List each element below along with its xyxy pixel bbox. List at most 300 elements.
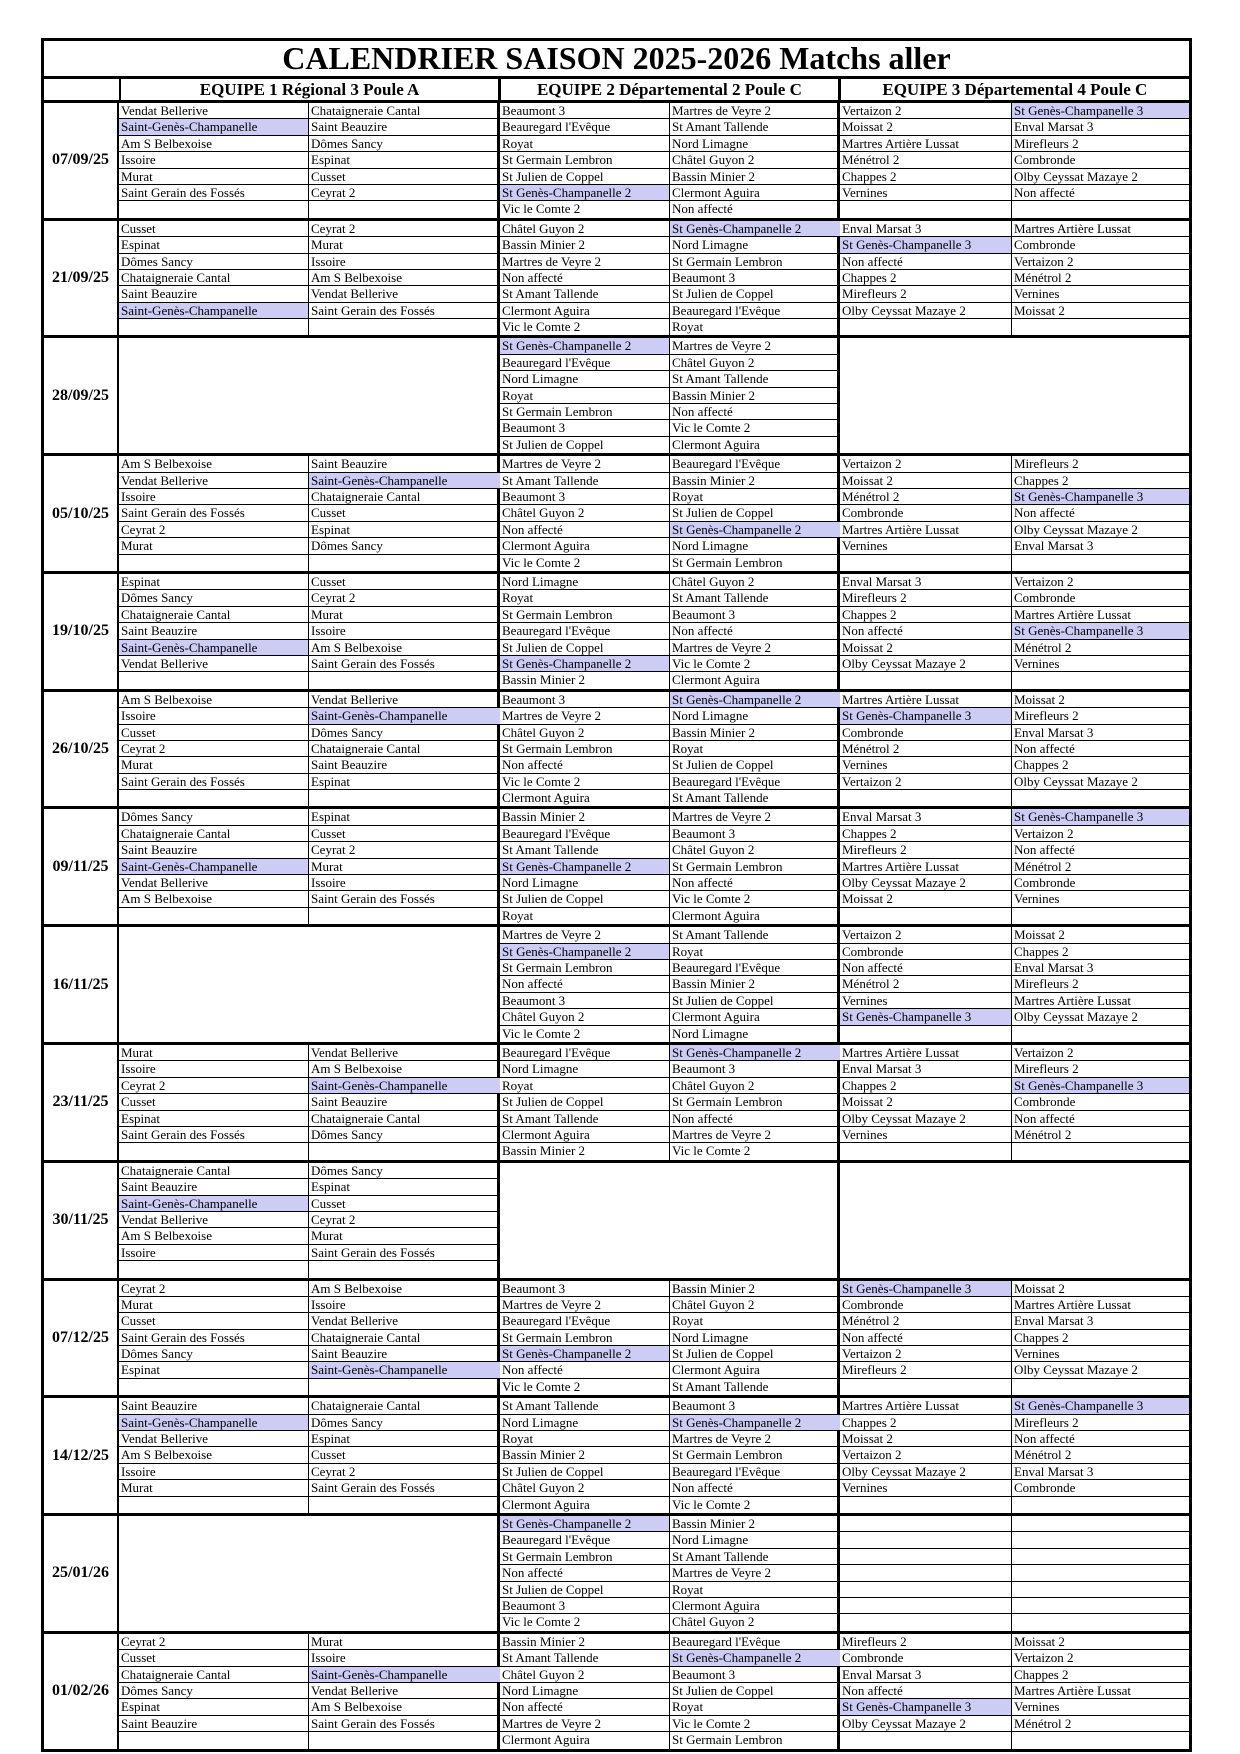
- away-team: Non affecté: [1012, 185, 1189, 201]
- home-team: Non affecté: [500, 1362, 670, 1378]
- away-team: Bassin Minier 2: [670, 1281, 840, 1297]
- home-team: St Julien de Coppel: [500, 437, 670, 453]
- home-team: Martres Artière Lussat: [840, 859, 1012, 875]
- away-team: Am S Belbexoise: [309, 640, 500, 656]
- away-team: Chataigneraie Cantal: [309, 103, 500, 119]
- away-team: Olby Ceyssat Mazaye 2: [1012, 169, 1189, 185]
- away-team: [1012, 1026, 1189, 1042]
- home-team: Beauregard l'Evêque: [500, 1045, 670, 1061]
- team-t3-fixtures: [840, 1398, 1189, 1513]
- home-team: St Julien de Coppel: [500, 640, 670, 656]
- home-team: Ménétrol 2: [840, 489, 1012, 505]
- team3-header: EQUIPE 3 Départemental 4 Poule C: [882, 79, 1148, 99]
- away-team: Châtel Guyon 2: [672, 1614, 755, 1630]
- home-team: St Amant Tallende: [500, 1398, 670, 1414]
- away-team: Espinat: [309, 152, 500, 168]
- away-team: St Genès-Champanelle 3: [1012, 489, 1189, 505]
- round-date: 05/10/25: [44, 456, 119, 571]
- home-team: Ceyrat 2: [119, 522, 309, 538]
- away-team: Vertaizon 2: [1012, 1045, 1189, 1061]
- round-date: 26/10/25: [44, 692, 119, 807]
- away-team: Saint-Genès-Champanelle: [309, 708, 500, 724]
- away-team: [1012, 1516, 1189, 1532]
- away-team: Vendat Bellerive: [309, 286, 500, 302]
- home-team: Royat: [500, 136, 670, 152]
- away-team: Chataigneraie Cantal: [309, 1398, 500, 1414]
- home-team: St Julien de Coppel: [500, 1094, 670, 1110]
- home-team: Enval Marsat 3: [840, 1667, 1012, 1683]
- away-team: Clermont Aguira: [672, 436, 760, 452]
- home-team: Non affecté: [500, 1699, 670, 1715]
- away-team: Vendat Bellerive: [309, 1683, 500, 1699]
- team-t1-fixtures: [119, 692, 500, 807]
- away-team: Espinat: [309, 774, 500, 790]
- home-team: Chappes 2: [840, 1415, 1012, 1431]
- home-team: [840, 790, 1012, 806]
- away-team: Chataigneraie Cantal: [309, 1111, 500, 1127]
- home-team: Châtel Guyon 2: [500, 505, 670, 521]
- away-team: [1012, 1565, 1189, 1581]
- home-team: Bassin Minier 2: [500, 672, 670, 688]
- home-team: Martres Artière Lussat: [840, 136, 1012, 152]
- home-team: Mirefleurs 2: [840, 286, 1012, 302]
- away-team: Murat: [309, 607, 500, 623]
- home-team: Ménétrol 2: [840, 1313, 1012, 1329]
- home-team: [840, 201, 1012, 217]
- home-team: Beaumont 3: [500, 103, 670, 119]
- away-team: Ceyrat 2: [309, 185, 500, 201]
- team-t2-fixtures: [500, 1516, 840, 1631]
- away-team: Saint Beauzire: [309, 119, 500, 135]
- team-t2-fixtures: [500, 456, 840, 571]
- home-team: Clermont Aguira: [500, 1732, 670, 1748]
- home-team: St Julien de Coppel: [500, 169, 670, 185]
- away-team: Châtel Guyon 2: [670, 1078, 840, 1094]
- home-team: Beaumont 3: [500, 692, 670, 708]
- home-team: Non affecté: [500, 976, 670, 992]
- round-block: [44, 221, 1189, 339]
- away-team: Olby Ceyssat Mazaye 2: [1012, 774, 1189, 790]
- away-team: Saint-Genès-Champanelle: [309, 1667, 500, 1683]
- team-t2-fixtures: [500, 574, 840, 689]
- round-block: [44, 338, 1189, 456]
- team-t3-fixtures: [840, 1163, 1189, 1278]
- away-team: Martres de Veyre 2: [670, 809, 840, 825]
- away-team: Vernines: [1012, 286, 1189, 302]
- away-team: Mirefleurs 2: [1012, 1415, 1189, 1431]
- team-t3-fixtures: [840, 456, 1189, 571]
- away-team: Saint-Genès-Champanelle: [309, 473, 500, 489]
- home-team: Dômes Sancy: [119, 809, 309, 825]
- home-team: Chappes 2: [840, 607, 1012, 623]
- away-team: Non affecté: [670, 623, 840, 639]
- away-team: Ménétrol 2: [1012, 859, 1189, 875]
- away-team: Am S Belbexoise: [309, 1699, 500, 1715]
- home-team: Mirefleurs 2: [840, 1634, 1012, 1650]
- home-team: Clermont Aguira: [500, 303, 670, 319]
- home-team: St Amant Tallende: [500, 1650, 670, 1666]
- team-t1-fixtures: [119, 1045, 500, 1160]
- away-team: Clermont Aguira: [670, 1362, 840, 1378]
- away-team: Ménétrol 2: [1012, 1716, 1189, 1732]
- home-team: St Germain Lembron: [500, 404, 670, 420]
- home-team: Combronde: [840, 1650, 1012, 1666]
- home-team: Am S Belbexoise: [119, 1447, 309, 1463]
- away-team: Beauregard l'Evêque: [670, 774, 840, 790]
- away-team: Moissat 2: [1012, 1634, 1189, 1650]
- away-team: Nord Limagne: [670, 136, 840, 152]
- away-team: Beaumont 3: [670, 1667, 840, 1683]
- away-team: Royat: [670, 489, 840, 505]
- away-team: St Germain Lembron: [672, 554, 783, 570]
- away-team: Martres de Veyre 2: [670, 103, 840, 119]
- home-team: Châtel Guyon 2: [500, 725, 670, 741]
- home-team: Vernines: [840, 1127, 1012, 1143]
- home-team: Beauregard l'Evêque: [500, 826, 670, 842]
- home-team: Issoire: [119, 1245, 309, 1261]
- away-team: Issoire: [309, 623, 500, 639]
- away-team: Espinat: [309, 1179, 500, 1195]
- away-team: Vendat Bellerive: [309, 1045, 500, 1061]
- home-team: Royat: [500, 908, 670, 924]
- away-team: [309, 555, 500, 571]
- away-team: St Germain Lembron: [670, 1094, 840, 1110]
- away-team: St Genès-Champanelle 2: [670, 522, 840, 538]
- home-team: St Genès-Champanelle 2: [500, 1516, 670, 1532]
- away-team: Châtel Guyon 2: [670, 1297, 840, 1313]
- home-team: Vendat Bellerive: [119, 1431, 309, 1447]
- away-team: Dômes Sancy: [309, 136, 500, 152]
- away-team: St Germain Lembron: [670, 1447, 840, 1463]
- home-team: Cusset: [119, 1650, 309, 1666]
- home-team: Mirefleurs 2: [840, 842, 1012, 858]
- home-team: Combronde: [840, 505, 1012, 521]
- away-team: Bassin Minier 2: [670, 725, 840, 741]
- away-team: St Genès-Champanelle 2: [670, 1045, 840, 1061]
- away-team: Royat: [672, 319, 704, 335]
- away-team: St Julien de Coppel: [670, 505, 840, 521]
- team-t1-fixtures: [119, 221, 500, 336]
- home-team: Moissat 2: [840, 119, 1012, 135]
- home-team: Vic le Comte 2: [500, 555, 670, 571]
- away-team: Beauregard l'Evêque: [670, 1634, 840, 1650]
- home-team: Am S Belbexoise: [119, 136, 309, 152]
- away-team: Non affecté: [670, 404, 840, 420]
- home-team: Vic le Comte 2: [500, 201, 670, 217]
- home-team: Bassin Minier 2: [500, 1447, 670, 1463]
- away-team: Chataigneraie Cantal: [309, 1330, 500, 1346]
- away-team: Saint Gerain des Fossés: [309, 1716, 500, 1732]
- away-team: Combronde: [1012, 1480, 1189, 1496]
- team-t3-fixtures: [840, 338, 1189, 453]
- home-team: Olby Ceyssat Mazaye 2: [840, 1716, 1012, 1732]
- home-team: Chataigneraie Cantal: [119, 826, 309, 842]
- home-team: Martres de Veyre 2: [500, 708, 670, 724]
- away-team: Chappes 2: [1012, 1330, 1189, 1346]
- away-team: Vernines: [1012, 1699, 1189, 1715]
- home-team: Martres de Veyre 2: [500, 456, 670, 472]
- home-team: Saint Gerain des Fossés: [119, 774, 309, 790]
- round-date: 25/01/26: [44, 1516, 119, 1631]
- home-team: Non affecté: [840, 254, 1012, 270]
- away-team: [1012, 1532, 1189, 1548]
- away-team: St Julien de Coppel: [670, 286, 840, 302]
- home-team: St Genès-Champanelle 2: [500, 185, 670, 201]
- home-team: Cusset: [119, 1094, 309, 1110]
- away-team: Mirefleurs 2: [1012, 1061, 1189, 1077]
- away-team: St Amant Tallende: [672, 1378, 769, 1394]
- away-team: Vernines: [1012, 891, 1189, 907]
- home-team: Chappes 2: [840, 270, 1012, 286]
- away-team: Vernines: [1012, 656, 1189, 672]
- home-team: Royat: [500, 1431, 670, 1447]
- away-team: Martres Artière Lussat: [1012, 1683, 1189, 1699]
- team-t1-fixtures: [119, 103, 500, 218]
- away-team: Ceyrat 2: [309, 842, 500, 858]
- home-team: [119, 908, 309, 924]
- away-team: Nord Limagne: [670, 1532, 840, 1548]
- away-team: Beauregard l'Evêque: [670, 960, 840, 976]
- home-team: St Genès-Champanelle 3: [840, 1281, 1012, 1297]
- away-team: [309, 1261, 500, 1277]
- home-team: Saint Beauzire: [119, 623, 309, 639]
- home-team: Olby Ceyssat Mazaye 2: [840, 1111, 1012, 1127]
- away-team: [1012, 1732, 1189, 1748]
- home-team: St Germain Lembron: [500, 152, 670, 168]
- away-team: Non affecté: [1012, 1431, 1189, 1447]
- home-team: Châtel Guyon 2: [500, 221, 670, 237]
- team-t1-fixtures: [119, 927, 500, 1042]
- home-team: St Genès-Champanelle 3: [840, 1009, 1012, 1025]
- away-team: Bassin Minier 2: [670, 169, 840, 185]
- team-t1-fixtures: [119, 1281, 500, 1396]
- home-team: Mirefleurs 2: [840, 590, 1012, 606]
- away-team: Vertaizon 2: [1012, 1650, 1189, 1666]
- round-date: 28/09/25: [44, 338, 119, 453]
- home-team: St Germain Lembron: [500, 960, 670, 976]
- home-team: Vic le Comte 2: [500, 1379, 670, 1395]
- away-team: Am S Belbexoise: [309, 1281, 500, 1297]
- home-team: Am S Belbexoise: [119, 891, 309, 907]
- team-t1-fixtures: [119, 1634, 500, 1749]
- home-team: Murat: [119, 169, 309, 185]
- home-team: Murat: [119, 1297, 309, 1313]
- away-team: Combronde: [1012, 152, 1189, 168]
- away-team: Issoire: [309, 254, 500, 270]
- home-team: Issoire: [119, 489, 309, 505]
- home-team: Martres de Veyre 2: [500, 1297, 670, 1313]
- home-team: Issoire: [119, 1061, 309, 1077]
- away-team: Nord Limagne: [670, 708, 840, 724]
- home-team: Royat: [500, 388, 670, 404]
- home-team: [119, 790, 309, 806]
- header-row: [44, 79, 1189, 103]
- home-team: St Genès-Champanelle 3: [840, 708, 1012, 724]
- home-team: Am S Belbexoise: [119, 456, 309, 472]
- home-team: St Germain Lembron: [500, 1549, 670, 1565]
- away-team: Beauregard l'Evêque: [670, 456, 840, 472]
- home-team: Dômes Sancy: [119, 1683, 309, 1699]
- round-date: 07/09/25: [44, 103, 119, 218]
- home-team: Chataigneraie Cantal: [119, 1667, 309, 1683]
- away-team: Enval Marsat 3: [1012, 1313, 1189, 1329]
- home-team: Olby Ceyssat Mazaye 2: [840, 303, 1012, 319]
- home-team: St Julien de Coppel: [500, 891, 670, 907]
- away-team: [1012, 790, 1189, 806]
- team-t2-fixtures: [500, 1398, 840, 1513]
- away-team: Saint Gerain des Fossés: [309, 1245, 500, 1261]
- home-team: Bassin Minier 2: [500, 809, 670, 825]
- away-team: Châtel Guyon 2: [670, 574, 840, 590]
- away-team: Espinat: [309, 1431, 500, 1447]
- away-team: Issoire: [309, 1650, 500, 1666]
- home-team: Chappes 2: [840, 1078, 1012, 1094]
- home-team: Non affecté: [840, 1330, 1012, 1346]
- away-team: Royat: [670, 1582, 840, 1598]
- home-team: Saint Beauzire: [119, 842, 309, 858]
- away-team: Chappes 2: [1012, 1667, 1189, 1683]
- away-team: Beaumont 3: [670, 1061, 840, 1077]
- home-team: Clermont Aguira: [500, 790, 670, 806]
- away-team: St Julien de Coppel: [670, 1346, 840, 1362]
- away-team: Nord Limagne: [672, 1025, 749, 1041]
- home-team: Chataigneraie Cantal: [119, 607, 309, 623]
- home-team: Espinat: [119, 1699, 309, 1715]
- away-team: Enval Marsat 3: [1012, 119, 1189, 135]
- away-team: Enval Marsat 3: [1012, 960, 1189, 976]
- away-team: Combronde: [1012, 875, 1189, 891]
- home-team: Vertaizon 2: [840, 456, 1012, 472]
- home-team: Beaumont 3: [500, 420, 670, 436]
- home-team: Murat: [119, 538, 309, 554]
- home-team: Nord Limagne: [500, 1683, 670, 1699]
- away-team: Royat: [670, 1313, 840, 1329]
- away-team: Ceyrat 2: [309, 1464, 500, 1480]
- home-team: [840, 1732, 1012, 1748]
- home-team: Vic le Comte 2: [500, 1026, 670, 1042]
- away-team: [309, 1379, 500, 1395]
- home-team: [840, 1565, 1012, 1581]
- away-team: Châtel Guyon 2: [670, 152, 840, 168]
- away-team: St Genès-Champanelle 2: [670, 221, 840, 237]
- away-team: Beaumont 3: [670, 1398, 840, 1414]
- away-team: [309, 1732, 500, 1748]
- home-team: Beauregard l'Evêque: [500, 355, 670, 371]
- round-block: [44, 927, 1189, 1045]
- round-block: [44, 1281, 1189, 1399]
- away-team: Saint Gerain des Fossés: [309, 656, 500, 672]
- home-team: Vendat Bellerive: [119, 875, 309, 891]
- away-team: Saint Gerain des Fossés: [309, 891, 500, 907]
- away-team: Vendat Bellerive: [309, 1313, 500, 1329]
- home-team: Martres de Veyre 2: [500, 927, 670, 943]
- home-team: Bassin Minier 2: [500, 1634, 670, 1650]
- home-team: Chataigneraie Cantal: [119, 1163, 309, 1179]
- home-team: [119, 555, 309, 571]
- home-team: Beauregard l'Evêque: [500, 1532, 670, 1548]
- away-team: Moissat 2: [1012, 927, 1189, 943]
- away-team: Issoire: [309, 1297, 500, 1313]
- round-date: 01/02/26: [44, 1634, 119, 1749]
- home-team: [840, 1379, 1012, 1395]
- home-team: St Genès-Champanelle 3: [840, 237, 1012, 253]
- team-t1-fixtures: [119, 1398, 500, 1513]
- away-team: Chappes 2: [1012, 473, 1189, 489]
- away-team: Mirefleurs 2: [1012, 136, 1189, 152]
- away-team: Royat: [670, 1699, 840, 1715]
- home-team: Saint-Genès-Champanelle: [119, 640, 309, 656]
- team2-header: EQUIPE 2 Départemental 2 Poule C: [501, 79, 840, 100]
- home-team: [840, 908, 1012, 924]
- away-team: [1012, 672, 1189, 688]
- away-team: [1012, 1582, 1189, 1598]
- away-team: St Amant Tallende: [670, 371, 840, 387]
- away-team: Clermont Aguira: [672, 907, 760, 923]
- round-date: 14/12/25: [44, 1398, 119, 1513]
- home-team: Beaumont 3: [500, 1281, 670, 1297]
- away-team: [309, 790, 500, 806]
- away-team: [309, 1143, 500, 1159]
- home-team: Olby Ceyssat Mazaye 2: [840, 875, 1012, 891]
- team-t2-fixtures: [500, 338, 840, 453]
- away-team: St Genès-Champanelle 2: [670, 1415, 840, 1431]
- round-date: 07/12/25: [44, 1281, 119, 1396]
- away-team: Cusset: [309, 826, 500, 842]
- home-team: Moissat 2: [840, 473, 1012, 489]
- round-block: [44, 1045, 1189, 1163]
- home-team: Martres Artière Lussat: [840, 1398, 1012, 1414]
- home-team: Enval Marsat 3: [840, 574, 1012, 590]
- away-team: St Germain Lembron: [672, 1732, 783, 1748]
- home-team: Ceyrat 2: [119, 1634, 309, 1650]
- away-team: Murat: [309, 237, 500, 253]
- home-team: Combronde: [840, 725, 1012, 741]
- home-team: Non affecté: [840, 623, 1012, 639]
- team-t2-fixtures: [500, 927, 840, 1042]
- away-team: Dômes Sancy: [309, 538, 500, 554]
- round-block: [44, 103, 1189, 221]
- home-team: Enval Marsat 3: [840, 221, 1012, 237]
- away-team: [1012, 555, 1189, 571]
- team-t2-fixtures: [500, 103, 840, 218]
- home-team: Nord Limagne: [500, 371, 670, 387]
- away-team: [309, 908, 500, 924]
- home-team: Espinat: [119, 1362, 309, 1378]
- home-team: Ménétrol 2: [840, 976, 1012, 992]
- away-team: Ceyrat 2: [309, 1212, 500, 1228]
- home-team: Issoire: [119, 152, 309, 168]
- team-t3-fixtures: [840, 1634, 1189, 1749]
- away-team: Vertaizon 2: [1012, 574, 1189, 590]
- home-team: [119, 319, 309, 335]
- away-team: Nord Limagne: [670, 237, 840, 253]
- home-team: Vendat Bellerive: [119, 656, 309, 672]
- home-team: Vendat Bellerive: [119, 1212, 309, 1228]
- round-block: [44, 574, 1189, 692]
- away-team: Vertaizon 2: [1012, 254, 1189, 270]
- away-team: Mirefleurs 2: [1012, 456, 1189, 472]
- home-team: Martres de Veyre 2: [500, 1716, 670, 1732]
- round-date: 21/09/25: [44, 221, 119, 336]
- away-team: Dômes Sancy: [309, 725, 500, 741]
- team-t3-fixtures: [840, 221, 1189, 336]
- away-team: St Amant Tallende: [670, 119, 840, 135]
- away-team: Clermont Aguira: [672, 672, 760, 688]
- home-team: St Julien de Coppel: [500, 1464, 670, 1480]
- away-team: Martres Artière Lussat: [1012, 607, 1189, 623]
- home-team: Clermont Aguira: [500, 538, 670, 554]
- home-team: Martres Artière Lussat: [840, 692, 1012, 708]
